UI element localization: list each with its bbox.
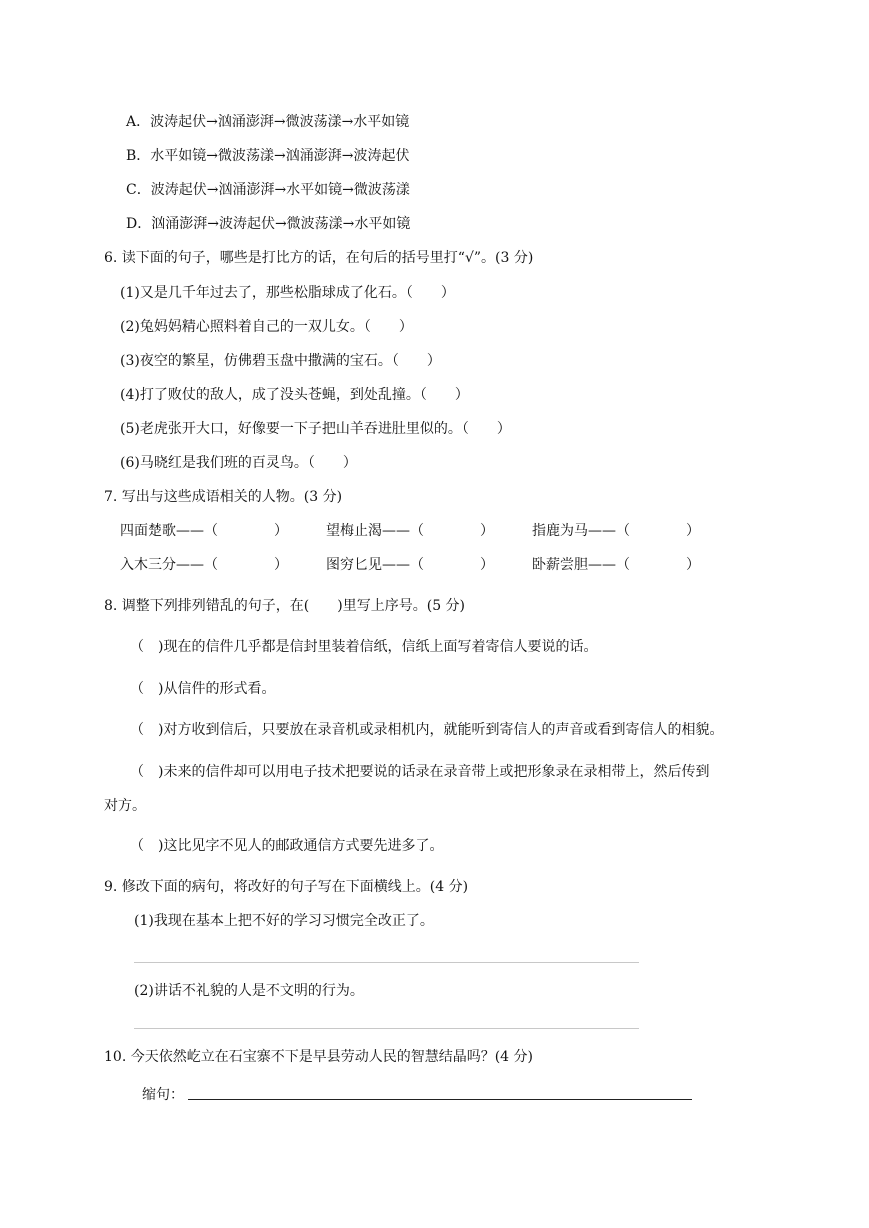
q9-answer-line-1[interactable] bbox=[134, 962, 639, 963]
q8-item-2: （ )从信件的形式看。 bbox=[130, 681, 276, 697]
q7-idiom-1: 四面楚歌——（ ） bbox=[120, 523, 288, 539]
q8-item-5: （ )这比见字不见人的邮政通信方式要先进多了。 bbox=[130, 838, 444, 854]
q7-idiom-5: 图穷匕见——（ ） bbox=[326, 557, 494, 573]
q10-label: 缩句： bbox=[142, 1087, 184, 1103]
q8-item-4: （ )未来的信件却可以用电子技术把要说的话录在录音带上或把形象录在录相带上，然后传到 bbox=[130, 764, 710, 780]
q7-prompt: 7. 写出与这些成语相关的人物。(3 分) bbox=[104, 489, 343, 505]
q8-item-1: （ )现在的信件几乎都是信封里装着信纸，信纸上面写着寄信人要说的话。 bbox=[130, 639, 598, 655]
q5-option-c: C．波涛起伏→汹涌澎湃→水平如镜→微波荡漾 bbox=[126, 182, 410, 198]
q6-item-1: (1)又是几千年过去了，那些松脂球成了化石。（ ） bbox=[120, 285, 455, 301]
q9-item-2: (2)讲话不礼貌的人是不文明的行为。 bbox=[134, 983, 364, 999]
q6-prompt: 6. 读下面的句子，哪些是打比方的话，在句后的括号里打“√”。(3 分) bbox=[104, 250, 534, 266]
q6-item-2: (2)兔妈妈精心照料着自己的一双儿女。（ ） bbox=[120, 319, 413, 335]
q9-item-1: (1)我现在基本上把不好的学习习惯完全改正了。 bbox=[134, 913, 434, 929]
q9-answer-line-2[interactable] bbox=[134, 1028, 639, 1029]
q10-prompt: 10. 今天依然屹立在石宝寨不下是早县劳动人民的智慧结晶吗？(4 分) bbox=[104, 1049, 533, 1065]
q8-prompt: 8. 调整下列排列错乱的句子，在( )里写上序号。(5 分) bbox=[104, 598, 466, 614]
q8-item-4-continued: 对方。 bbox=[104, 798, 146, 814]
q7-idiom-3: 指鹿为马——（ ） bbox=[532, 523, 700, 539]
q7-idiom-6: 卧薪尝胆——（ ） bbox=[532, 557, 700, 573]
q5-option-d: D．汹涌澎湃→波涛起伏→微波荡漾→水平如镜 bbox=[126, 216, 411, 232]
q8-item-3: （ )对方收到信后，只要放在录音机或录相机内，就能听到寄信人的声音或看到寄信人的相貌。 bbox=[130, 722, 724, 738]
q7-idiom-4: 入木三分——（ ） bbox=[120, 557, 288, 573]
q5-option-a: A．波涛起伏→汹涌澎湃→微波荡漾→水平如镜 bbox=[126, 114, 410, 130]
q6-item-3: (3)夜空的繁星，仿佛碧玉盘中撒满的宝石。（ ） bbox=[120, 353, 441, 369]
q7-idiom-2: 望梅止渴——（ ） bbox=[326, 523, 494, 539]
q6-item-5: (5)老虎张开大口，好像要一下子把山羊吞进肚里似的。（ ） bbox=[120, 421, 511, 437]
q5-option-b: B．水平如镜→微波荡漾→汹涌澎湃→波涛起伏 bbox=[126, 148, 410, 164]
q9-prompt: 9. 修改下面的病句，将改好的句子写在下面横线上。(4 分) bbox=[104, 879, 469, 895]
q10-answer-line[interactable] bbox=[188, 1099, 692, 1100]
q6-item-4: (4)打了败仗的敌人，成了没头苍蝇，到处乱撞。（ ） bbox=[120, 387, 469, 403]
q6-item-6: (6)马晓红是我们班的百灵鸟。（ ） bbox=[120, 455, 357, 471]
